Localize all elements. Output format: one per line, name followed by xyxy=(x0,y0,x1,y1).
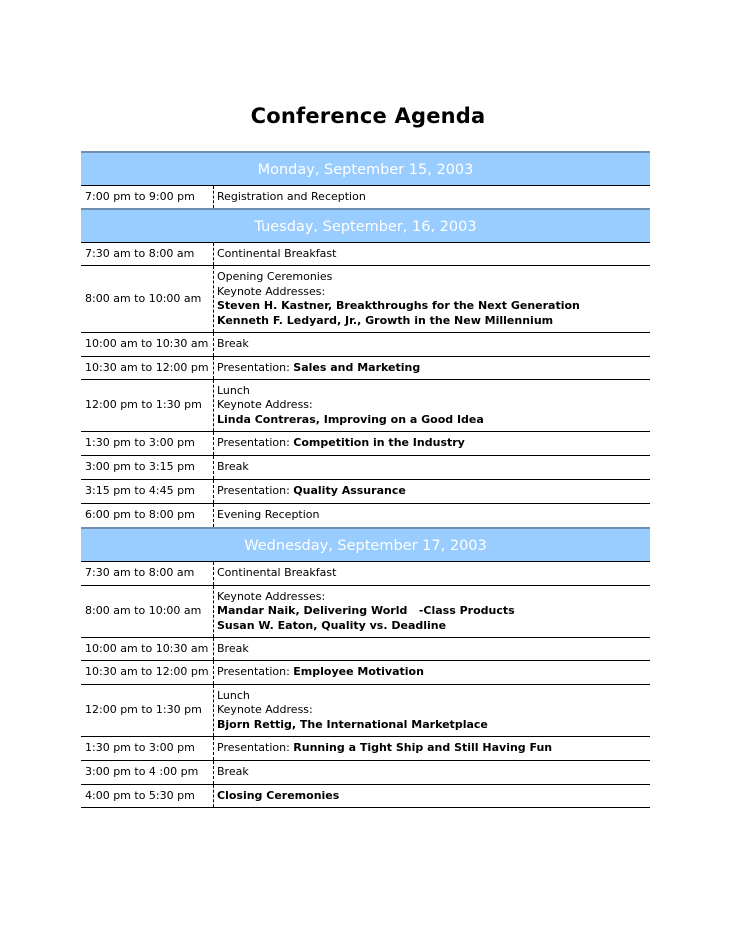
description-text: Keynote Addresses: xyxy=(217,284,326,298)
agenda-row xyxy=(81,684,650,736)
agenda-row xyxy=(81,185,650,208)
description-cell xyxy=(214,504,650,527)
description-cell xyxy=(214,186,650,208)
agenda-row xyxy=(81,479,650,503)
description-cell xyxy=(214,785,650,807)
description-text: Opening Ceremonies xyxy=(217,270,333,283)
description-cell xyxy=(214,638,650,660)
description-text: Break xyxy=(217,641,249,655)
agenda-row xyxy=(81,455,650,479)
time-cell: 10:00 am to 10:30 am xyxy=(81,638,214,660)
description-text: Presentation: xyxy=(217,484,294,498)
presentation-title: Running a Tight Ship and Still Having Fun xyxy=(293,741,553,755)
agenda-row xyxy=(81,332,650,356)
description-cell xyxy=(214,380,650,431)
agenda-row xyxy=(81,660,650,684)
description-cell xyxy=(214,357,650,379)
time-cell: 1:30 pm to 3:00 pm xyxy=(81,737,214,760)
presentation-title: Quality Assurance xyxy=(293,484,406,498)
time-cell: 8:00 am to 10:00 am xyxy=(81,266,214,332)
time-cell: 3:00 pm to 3:15 pm xyxy=(81,456,214,479)
description-text: Lunch xyxy=(217,383,250,397)
agenda-row xyxy=(81,637,650,660)
agenda-row xyxy=(81,760,650,784)
description-text: Continental Breakfast xyxy=(217,566,337,580)
description-text: Presentation: xyxy=(217,360,294,374)
description-cell xyxy=(214,456,650,479)
presentation-title: Sales and Marketing xyxy=(293,360,421,374)
description-text: Registration and Reception xyxy=(217,189,366,203)
time-cell: 1:30 pm to 3:00 pm xyxy=(81,432,214,455)
agenda-row xyxy=(81,503,650,527)
description-cell xyxy=(214,737,650,760)
time-cell: 7:30 am to 8:00 am xyxy=(81,562,214,585)
description-cell xyxy=(214,243,650,265)
description-text: Keynote Address: xyxy=(217,398,313,412)
agenda-row xyxy=(81,356,650,379)
speaker-text: Susan W. Eaton, Quality vs. Deadline xyxy=(217,618,447,632)
time-cell: 8:00 am to 10:00 am xyxy=(81,586,214,637)
speaker-text: Bjorn Rettig, The International Marketplace xyxy=(217,717,488,731)
description-cell xyxy=(214,480,650,503)
time-cell: 10:00 am to 10:30 am xyxy=(81,333,214,356)
description-cell xyxy=(214,432,650,455)
time-cell: 12:00 pm to 1:30 pm xyxy=(81,380,214,431)
day-header-tuesday: Tuesday, September, 16, 2003 xyxy=(81,208,650,242)
description-cell xyxy=(214,685,650,736)
description-cell xyxy=(214,333,650,356)
description-text: Presentation: xyxy=(217,436,294,450)
description-cell xyxy=(214,266,650,332)
presentation-title: Employee Motivation xyxy=(293,665,424,679)
description-text: Evening Reception xyxy=(217,508,320,522)
day-header-monday: Monday, September 15, 2003 xyxy=(81,151,650,185)
speaker-text: Steven H. Kastner, Breakthroughs for the Next Generation xyxy=(217,299,580,312)
time-cell: 6:00 pm to 8:00 pm xyxy=(81,504,214,527)
description-cell xyxy=(214,586,650,637)
description-cell xyxy=(214,661,650,684)
agenda-table xyxy=(81,151,650,808)
time-cell: 7:00 pm to 9:00 pm xyxy=(81,186,214,208)
speaker-text: Mandar Naik, Delivering World -Class Products xyxy=(217,604,515,618)
description-text: Keynote Addresses: xyxy=(217,589,326,603)
description-text: Presentation: xyxy=(217,741,294,755)
time-cell: 4:00 pm to 5:30 pm xyxy=(81,785,214,807)
agenda-row xyxy=(81,585,650,637)
description-text: Lunch xyxy=(217,688,250,702)
time-cell: 12:00 pm to 1:30 pm xyxy=(81,685,214,736)
agenda-row xyxy=(81,265,650,332)
time-cell: 3:15 pm to 4:45 pm xyxy=(81,480,214,503)
time-cell: 10:30 am to 12:00 pm xyxy=(81,661,214,684)
description-cell xyxy=(214,761,650,784)
description-bold-text: Closing Ceremonies xyxy=(217,788,340,802)
page-title: Conference Agenda xyxy=(250,104,486,128)
agenda-row xyxy=(81,561,650,585)
speaker-text: Kenneth F. Ledyard, Jr., Growth in the New Millennium xyxy=(217,313,554,327)
description-text: Break xyxy=(217,765,249,779)
agenda-row xyxy=(81,379,650,431)
agenda-row xyxy=(81,431,650,455)
description-text: Presentation: xyxy=(217,665,294,679)
description-text: Keynote Address: xyxy=(217,703,313,717)
time-cell: 7:30 am to 8:00 am xyxy=(81,243,214,265)
description-text: Break xyxy=(217,337,249,351)
time-cell: 10:30 am to 12:00 pm xyxy=(81,357,214,379)
speaker-text: Linda Contreras, Improving on a Good Idea xyxy=(217,412,484,426)
agenda-row xyxy=(81,736,650,760)
day-header-wednesday: Wednesday, September 17, 2003 xyxy=(81,527,650,561)
agenda-row xyxy=(81,784,650,808)
description-text: Break xyxy=(217,460,249,474)
description-text: Continental Breakfast xyxy=(217,246,337,260)
presentation-title: Competition in the Industry xyxy=(293,436,465,450)
time-cell: 3:00 pm to 4 :00 pm xyxy=(81,761,214,784)
description-cell xyxy=(214,562,650,585)
agenda-row xyxy=(81,242,650,265)
